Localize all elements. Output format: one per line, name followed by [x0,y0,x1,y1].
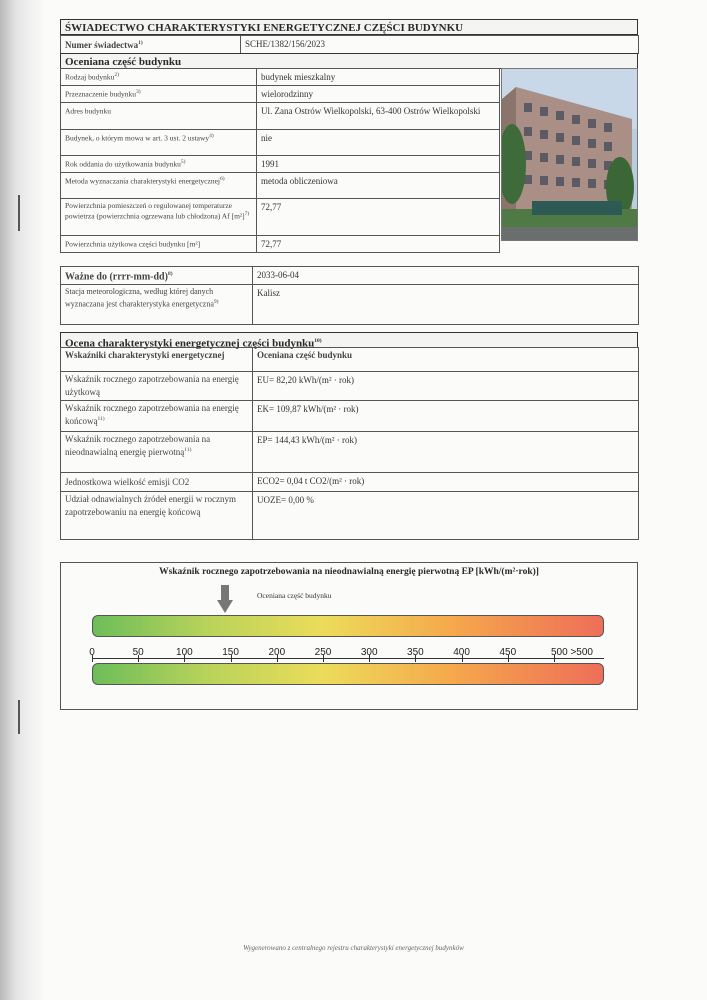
scale-tick-label: 400 [453,647,470,658]
indicator-value: EU= 82,20 kWh/(m² · rok) [253,372,639,401]
building-row-label: Rodzaj budynku$^{2)}$ [61,69,257,86]
ep-scale-bar-bottom [92,663,604,685]
scale-tick-label: 450 [499,647,517,658]
certificate-title: ŚWIADECTWO CHARAKTERYSTYKI ENERGETYCZNEJ CZĘŚCI BUDYNKU [60,19,638,35]
indicator-label: Wskaźnik rocznego zapotrzebowania na nieodnawialną energię pierwotną$^{11)}$ [61,432,253,473]
indicator-label: Wskaźnik rocznego zapotrzebowania na energię końcową$^{11)}$ [61,401,253,432]
indicator-value: UOZE= 0,00 % [253,492,639,540]
ep-scale-panel [60,562,638,710]
page-binding-edge [0,0,46,1000]
building-row-value: Ul. Zana Ostrów Wielkopolski, 63-400 Ostrów Wielkopolski [257,103,500,130]
building-section-title: Oceniana część budynku [60,53,638,69]
building-row-label: Powierzchnia pomieszczeń o regulowanej temperaturze powietrza (powierzchnia ogrzewana lub chłodzona) Af $[m^2]^{7)}$ [61,199,257,236]
assessment-col-header: Wskaźniki charakterystyki energetycznej [61,348,253,372]
valid-until-label: Ważne do (rrrr-mm-dd)$^{8)}$ [61,267,253,285]
scale-tick-label: 100 [176,647,193,658]
validity-table [60,266,639,325]
building-row-label: Powierzchnia użytkowa części budynku [m²] [61,236,257,253]
binding-mark [18,700,20,734]
weather-station-label: Stacja meteorologiczna, według której danych wyznaczana jest charakterystyka energetyczna$^{9)}$ [61,285,253,325]
ep-indicator-arrow-icon [217,585,233,613]
weather-station-value: Kalisz [253,285,639,325]
building-row-value: 72,77 [257,199,500,236]
scale-tick-label: 300 [360,647,378,658]
scale-tick-label: 350 [407,647,424,658]
scale-tick-label: 50 [132,647,144,658]
building-row-label: Budynek, o którym mowa w art. 3 ust. 2 ustawy$^{4)}$ [61,130,257,156]
certificate-number-table [60,35,639,54]
building-row-value: wielorodzinny [257,86,500,103]
building-row-label: Przeznaczenie budynku$^{3)}$ [61,86,257,103]
building-photo [501,68,638,241]
building-row-label: Metoda wyznaczania charakterystyki energetycznej$^{6)}$ [61,173,257,199]
building-row-value: nie [257,130,500,156]
building-row-value: 72,77 [257,236,500,253]
indicator-value: ECO2= 0,04 t CO2/(m² · rok) [253,473,639,492]
assessment-table [60,347,639,540]
building-table [60,68,500,253]
ep-scale-axis [92,658,604,659]
building-row-value: budynek mieszkalny [257,69,500,86]
building-row-label: Adres budynku [61,103,257,130]
assessment-col-header: Oceniana część budynku [253,348,639,372]
indicator-label: Jednostkowa wielkość emisji CO2 [61,473,253,492]
ep-indicator-label: Oceniana część budynku [257,591,332,600]
certificate-number-value: SCHE/1382/156/2023 [241,36,639,54]
indicator-label: Udział odnawialnych źródeł energii w rocznym zapotrzebowaniu na energię końcową [61,492,253,540]
building-row-value: metoda obliczeniowa [257,173,500,199]
building-row-label: Rok oddania do użytkowania budynku$^{5)}$ [61,156,257,173]
ep-scale-bar-top [92,615,604,637]
indicator-label: Wskaźnik rocznego zapotrzebowania na energię użytkową [61,372,253,401]
certificate-number-label: Numer świadectwa$^{1)}$ [61,36,241,54]
indicator-value: EK= 109,87 kWh/(m² · rok) [253,401,639,432]
scale-tick-label: 150 [222,647,239,658]
valid-until-value: 2033-06-04 [253,267,639,285]
binding-mark [18,195,20,231]
scale-tick-label: 200 [268,647,286,658]
scale-tick-label: 250 [314,647,332,658]
footer-note: Wygenerowano z centralnego rejestru charakterystyki energetycznej budynków [243,944,464,952]
assessment-section-title: Ocena charakterystyki energetycznej części budynku$^{10)}$ [60,332,638,348]
scale-tick-label: 500 >500 [551,647,593,658]
building-row-value: 1991 [257,156,500,173]
scale-tick-label: 0 [89,647,95,658]
ep-scale-title: Wskaźnik rocznego zapotrzebowania na nieodnawialną energię pierwotną EP [kWh/(m²·rok)] [159,567,539,577]
indicator-value: EP= 144,43 kWh/(m² · rok) [253,432,639,473]
